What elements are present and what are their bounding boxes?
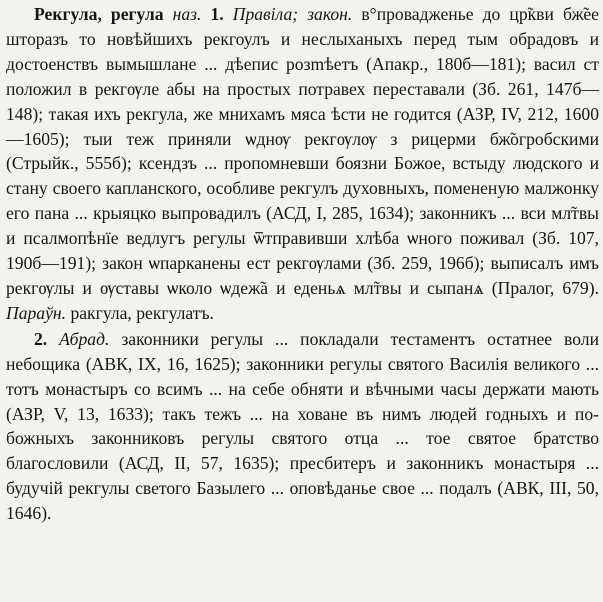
grammar-label: наз.: [172, 4, 202, 24]
sense-2-citations: законники регулы ... покладали тестаментъ остатнее воли небощика (АВК, IX, 16, 1625); законники регулы святого Василія великого ... тотъ монастыръ со всимъ ... на себе обняти и вѣчными часы держати мають (АЗР, V, 13, 1633); такъ тежъ ... на ховане въ нимъ людей годныхъ и побожныхъ законниковъ регулы святого отца ... тое святое братство благословили (АСД, II, 57, 1635); пресбитеръ и законникъ монастыря ... будучій рекгулы светого Базылего ... оповѣданье свое ... подалъ (АВК, III, 50, 1646).: [6, 328, 599, 524]
sense-1-definition: Правіла; закон.: [232, 4, 353, 24]
sense-2-definition: Абрад.: [59, 328, 110, 349]
sense-1-number: 1.: [210, 4, 224, 24]
sense-1-citations: в°провадженье до цр̃кви бж̃ее шторазъ то новѣйшихъ рекгоулъ и неслыханыхъ перед тым обрадовъ и достоенствъ вымышлане ... дѣепис розmѣетъ (Апакр., 180б—181); васил ст положил в рекгѹле абы на простых потравех переставали (Зб. 261, 147б—148); такая ихъ рекгула, же мнихамъ мяса ѣсти не годится (АЗР, IV, 212, 1600—1605); тыи теж приняли ѡднѹ рекгѹлѹ з рицерми бж̃огробскими (Стрыйк., 555б); ксендзъ ... пропомневши боязни Божое, встыду людского и стану своего капланского, особливе рекгулъ духовныхъ, помененую малжонку его пана ... крыяцко выпровадилъ (АСД, I, 285, 1634); законникъ ... вси мл̃твы и псалмопѣнїе ведлугъ регулы ѿтправивши хлѣба ѡного поживал (Зб. 107, 190б—191); закон ѡпарканены ест рекгѹлами (Зб. 259, 196б); выписалъ имъ рекгѹлы и ѹставы ѡколо ѡдеж̃а и еденьѧ мл̃твы и сыпанѧ (Пралог, 679).: [6, 4, 599, 298]
sense-1-variants-label: Параўн.: [6, 302, 67, 323]
sense-1-variants: ракгула, рекгулатъ.: [70, 302, 214, 323]
sense-1-paragraph: [6, 2, 599, 326]
sense-2-number: 2.: [34, 328, 48, 349]
sense-2-paragraph: [6, 327, 599, 526]
headword: Рекгула, регула: [34, 4, 164, 24]
